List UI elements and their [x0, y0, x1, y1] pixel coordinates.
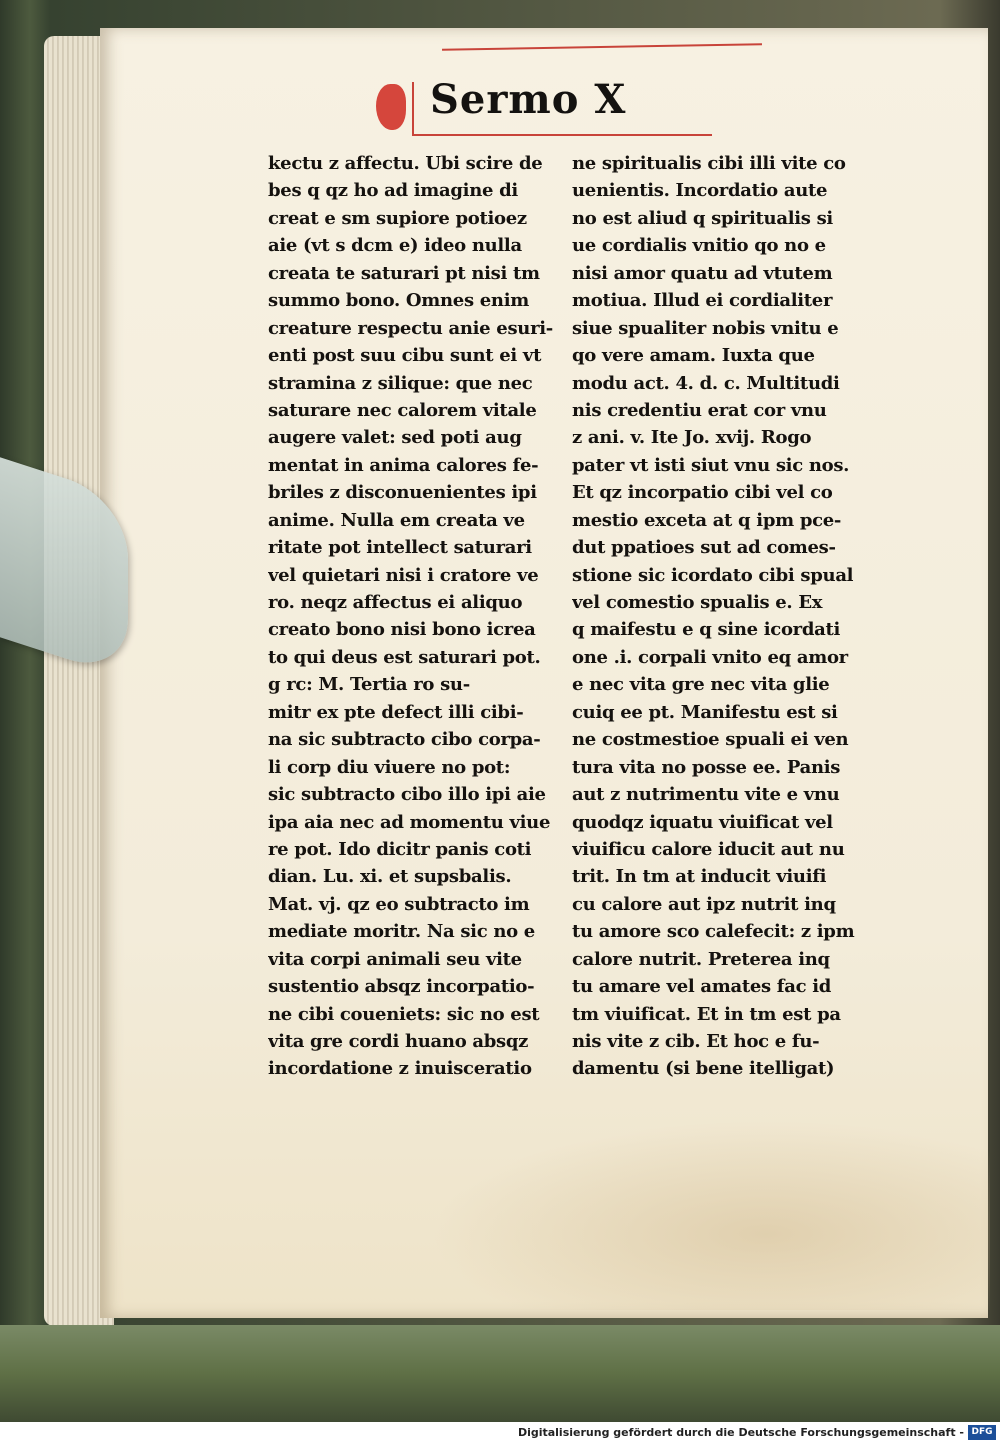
- text-line: summo bono. Omnes enim: [268, 290, 529, 312]
- text-line: vel quietari nisi i cratore ve: [268, 564, 539, 586]
- page-title: Sermo X: [430, 76, 627, 123]
- text-line: ne cibi coueniets: sic no est: [268, 1003, 540, 1025]
- text-line: mentat in anima calores fe-: [268, 454, 539, 476]
- text-line: creature respectu anie esuri-: [268, 317, 553, 339]
- red-paragraph-mark-icon: [376, 84, 406, 130]
- text-line: enti post suu cibu sunt ei vt: [268, 345, 542, 367]
- book-cover-edge: [0, 1325, 1000, 1422]
- text-line: saturare nec calorem vitale: [268, 399, 537, 421]
- text-line: qo vere amam. Iuxta que: [572, 345, 815, 367]
- text-line: vel comestio spualis e. Ex: [572, 592, 823, 613]
- text-line: z ani. v. Ite Jo. xvij. Rogo: [572, 427, 812, 449]
- text-line: cuiq ee pt. Manifestu est si: [572, 701, 838, 723]
- text-line: nisi amor quatu ad vtutem: [572, 262, 833, 284]
- digitization-credit: Digitalisierung gefördert durch die Deutsche Forschungsgemeinschaft -: [517, 1426, 964, 1439]
- text-line: quodqz iquatu viuificat vel: [572, 811, 833, 833]
- text-line: ne costmestioe spuali ei ven: [572, 729, 849, 751]
- text-line: q maifestu e q sine icordati: [572, 619, 841, 641]
- text-line: vita corpi animali seu vite: [268, 948, 522, 970]
- text-line: nis vite z cib. Et hoc e fu-: [572, 1031, 820, 1052]
- text-line: g rc: M. Tertia ro su-: [268, 674, 470, 696]
- text-line: dut ppatioes sut ad comes-: [572, 537, 836, 559]
- text-line: damentu (si bene itelligat): [572, 1058, 835, 1080]
- text-line: e nec vita gre nec vita glie: [572, 674, 830, 696]
- text-line: trit. In tm at inducit viuifi: [572, 866, 827, 888]
- water-stain: [430, 1120, 990, 1310]
- text-line: ne spiritualis cibi illi vite co: [572, 153, 846, 174]
- text-line: tu amore sco calefecit: z ipm: [572, 921, 855, 943]
- dfg-logo: DFG: [968, 1425, 996, 1440]
- text-line: sustentio absqz incorpatio-: [268, 976, 535, 998]
- text-line: aut z nutrimentu vite e vnu: [572, 784, 840, 806]
- text-line: stramina z silique: que nec: [268, 372, 533, 394]
- text-line: tu amare vel amates fac id: [572, 976, 832, 998]
- text-line: re pot. Ido dicitr panis coti: [268, 838, 532, 860]
- text-line: nis credentiu erat cor vnu: [572, 399, 827, 421]
- digitization-footer: [0, 1422, 1000, 1444]
- text-line: tura vita no posse ee. Panis: [572, 756, 841, 778]
- text-line: no est aliud q spiritualis si: [572, 207, 833, 229]
- text-line: mestio exceta at q ipm pce-: [572, 509, 842, 531]
- text-line: calore nutrit. Preterea inq: [572, 948, 830, 970]
- text-line: ipa aia nec ad momentu viue: [268, 811, 551, 833]
- text-line: vita gre cordi huano absqz: [268, 1031, 529, 1052]
- text-line: dian. Lu. xi. et supsbalis.: [268, 866, 512, 888]
- text-line: uenientis. Incordatio aute: [572, 180, 828, 202]
- text-line: viuificu calore iducit aut nu: [572, 838, 845, 860]
- text-line: ritate pot intellect saturari: [268, 537, 532, 559]
- text-line: sic subtracto cibo illo ipi aie: [268, 784, 546, 806]
- text-line: bes q qz ho ad imagine di: [268, 180, 518, 202]
- text-line: creato bono nisi bono icrea: [268, 619, 536, 641]
- red-rule-bottom: [412, 134, 712, 136]
- text-line: to qui deus est saturari pot.: [268, 646, 541, 668]
- text-line: Mat. vj. qz eo subtracto im: [268, 893, 530, 915]
- text-line: pater vt isti siut vnu sic nos.: [572, 454, 850, 476]
- text-line: li corp diu viuere no pot:: [268, 756, 511, 778]
- text-line: modu act. 4. d. c. Multitudi: [572, 372, 840, 394]
- text-column-right: [572, 150, 872, 1083]
- red-rule-left: [412, 82, 414, 134]
- text-line: mitr ex pte defect illi cibi-: [268, 701, 524, 723]
- text-line: one .i. corpali vnito eq amor: [572, 646, 848, 668]
- text-line: augere valet: sed poti aug: [268, 427, 522, 449]
- text-line: ue cordialis vnitio qo no e: [572, 235, 826, 257]
- text-line: tm viuificat. Et in tm est pa: [572, 1003, 841, 1025]
- text-line: incordatione z inuisceratio: [268, 1058, 532, 1080]
- text-line: creata te saturari pt nisi tm: [268, 262, 540, 284]
- text-line: siue spualiter nobis vnitu e: [572, 317, 839, 339]
- text-line: cu calore aut ipz nutrit inq: [572, 893, 836, 915]
- text-line: kectu z affectu. Ubi scire de: [268, 153, 543, 174]
- text-line: motiua. Illud ei cordialiter: [572, 290, 833, 312]
- text-line: aie (vt s dcm e) ideo nulla: [268, 235, 522, 257]
- text-line: mediate moritr. Na sic no e: [268, 921, 535, 943]
- page-header: [372, 46, 767, 140]
- text-column-left: [268, 150, 566, 1083]
- text-line: creat e sm supiore potioez: [268, 207, 527, 229]
- text-line: anime. Nulla em creata ve: [268, 509, 525, 531]
- text-line: briles z disconuenientes ipi: [268, 482, 537, 504]
- text-line: ro. neqz affectus ei aliquo: [268, 592, 523, 613]
- text-line: Et qz incorpatio cibi vel co: [572, 482, 833, 504]
- text-line: na sic subtracto cibo corpa-: [268, 729, 541, 751]
- text-line: stione sic icordato cibi spual: [572, 564, 854, 586]
